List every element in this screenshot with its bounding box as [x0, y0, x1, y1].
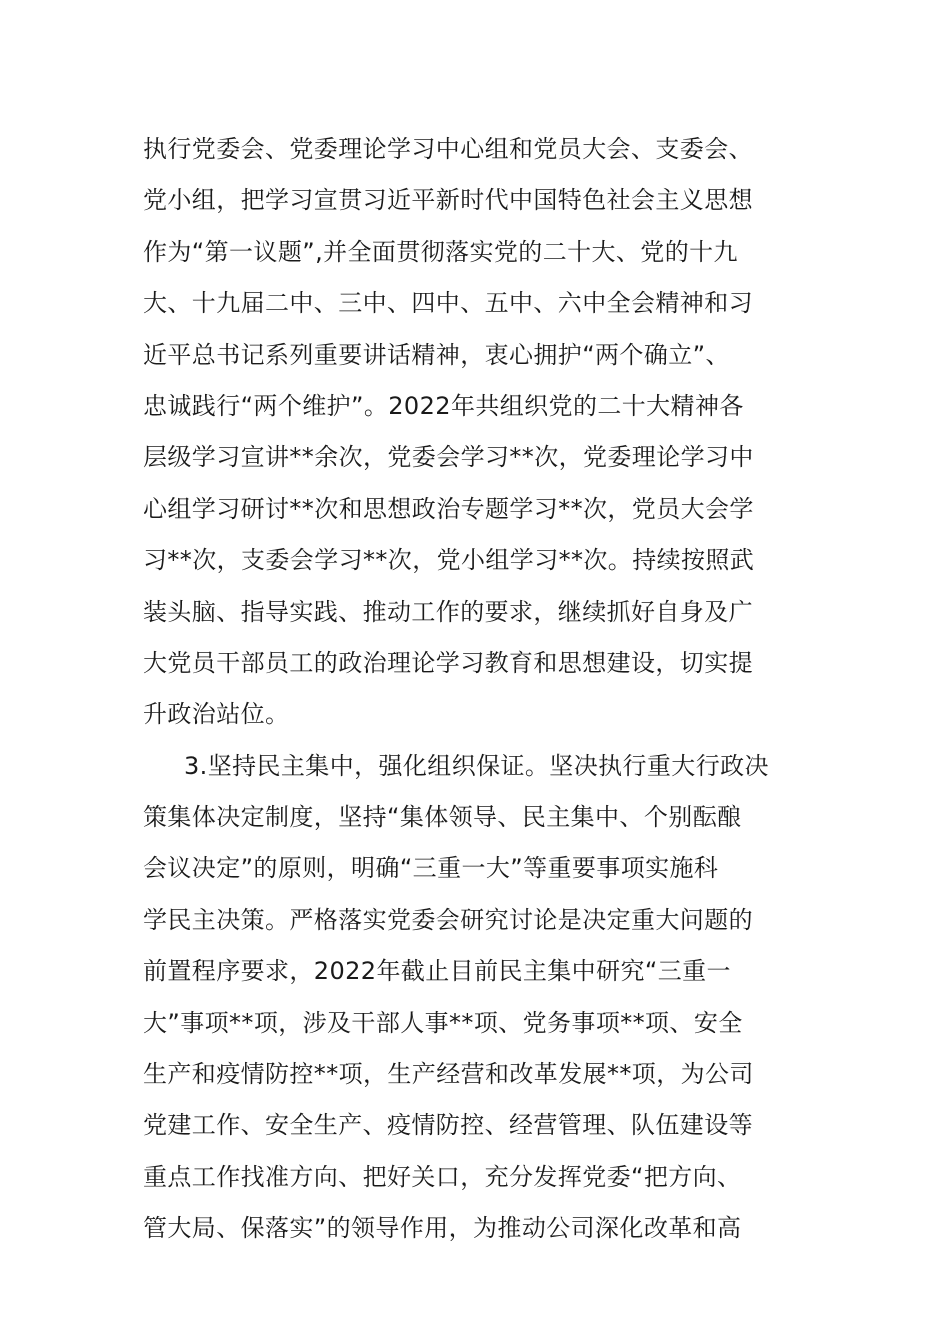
text-line: 执行党委会、党委理论学习中心组和党员大会、支委会、 — [143, 135, 753, 163]
text-line: 升政治站位。 — [143, 700, 290, 729]
text-line: 作为“第一议题”,并全面贯彻落实党的二十大、党的十九 — [143, 237, 738, 266]
text-line: 学民主决策。严格落实党委会研究讨论是决定重大问题的 — [143, 905, 753, 934]
text-line: 装头脑、指导实践、推动工作的要求，继续抓好自身及广 — [143, 597, 753, 626]
text-line: 策集体决定制度，坚持“集体领导、民主集中、个别酝酿 — [143, 803, 742, 832]
text-line: 习**次，支委会学习**次，党小组学习**次。持续按照武 — [143, 546, 755, 575]
section-heading-line: 3.坚持民主集中，强化组织保证。坚决执行重大行政决 — [184, 751, 769, 780]
text-line: 层级学习宣讲**余次，党委会学习**次，党委理论学习中 — [143, 443, 754, 472]
text-line: 大党员干部员工的政治理论学习教育和思想建设，切实提 — [143, 648, 753, 677]
text-line: 大”事项**项，涉及干部人事**项、党务事项**项、安全 — [143, 1008, 743, 1037]
text-line: 党小组，把学习宣贯习近平新时代中国特色社会主义思想 — [143, 186, 753, 215]
text-line: 大、十九届二中、三中、四中、五中、六中全会精神和习 — [143, 289, 753, 318]
text-line: 管大局、保落实”的领导作用，为推动公司深化改革和高 — [143, 1214, 742, 1243]
text-line: 生产和疫情防控**项，生产经营和改革发展**项，为公司 — [143, 1060, 754, 1089]
body-text — [143, 124, 808, 1255]
text-line: 忠诚践行“两个维护”。2022年共组织党的二十大精神各 — [143, 391, 744, 420]
text-line: 会议决定”的原则，明确“三重一大”等重要事项实施科 — [143, 854, 719, 883]
text-line: 前置程序要求，2022年截止目前民主集中研究“三重一 — [143, 957, 731, 986]
text-line: 重点工作找准方向、把好关口，充分发挥党委“把方向、 — [143, 1162, 742, 1191]
text-line: 党建工作、安全生产、疫情防控、经营管理、队伍建设等 — [143, 1111, 753, 1140]
text-line: 心组学习研讨**次和思想政治专题学习**次，党员大会学 — [143, 494, 754, 523]
text-line: 近平总书记系列重要讲话精神，衷心拥护“两个确立”、 — [143, 340, 730, 369]
